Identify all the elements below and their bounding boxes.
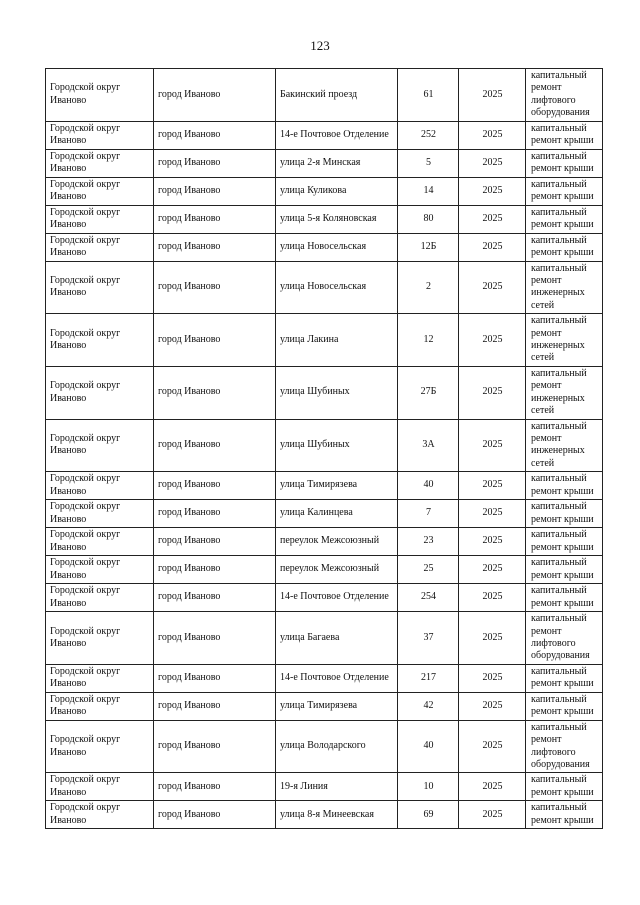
district-cell: Городской округ Иваново	[46, 664, 154, 692]
street-cell: улица 8-я Минеевская	[276, 801, 398, 829]
page-number: 123	[310, 38, 330, 53]
city-cell: город Иваново	[154, 664, 276, 692]
city-cell: город Иваново	[154, 773, 276, 801]
district-cell: Городской округ Иваново	[46, 528, 154, 556]
table-row	[46, 366, 603, 419]
work-type-cell: капитальный ремонт крыши	[526, 233, 603, 261]
city-cell: город Иваново	[154, 69, 276, 122]
table-row	[46, 801, 603, 829]
table-row	[46, 419, 603, 472]
city-cell: город Иваново	[154, 500, 276, 528]
table-row	[46, 233, 603, 261]
city-cell: город Иваново	[154, 584, 276, 612]
table-row	[46, 664, 603, 692]
street-cell: улица Куликова	[276, 177, 398, 205]
house-number-cell: 3А	[398, 419, 459, 472]
work-type-cell: капитальный ремонт крыши	[526, 773, 603, 801]
city-cell: город Иваново	[154, 233, 276, 261]
year-cell: 2025	[459, 121, 526, 149]
work-type-cell: капитальный ремонт крыши	[526, 149, 603, 177]
year-cell: 2025	[459, 205, 526, 233]
house-number-cell: 254	[398, 584, 459, 612]
year-cell: 2025	[459, 314, 526, 367]
city-cell: город Иваново	[154, 177, 276, 205]
work-type-cell: капитальный ремонт крыши	[526, 664, 603, 692]
district-cell: Городской округ Иваново	[46, 149, 154, 177]
year-cell: 2025	[459, 556, 526, 584]
district-cell: Городской округ Иваново	[46, 261, 154, 314]
city-cell: город Иваново	[154, 314, 276, 367]
street-cell: переулок Межсоюзный	[276, 556, 398, 584]
district-cell: Городской округ Иваново	[46, 419, 154, 472]
city-cell: город Иваново	[154, 612, 276, 665]
house-number-cell: 5	[398, 149, 459, 177]
district-cell: Городской округ Иваново	[46, 472, 154, 500]
house-number-cell: 42	[398, 692, 459, 720]
work-type-cell: капитальный ремонт крыши	[526, 584, 603, 612]
city-cell: город Иваново	[154, 261, 276, 314]
year-cell: 2025	[459, 366, 526, 419]
city-cell: город Иваново	[154, 720, 276, 773]
table-row	[46, 472, 603, 500]
table-row	[46, 720, 603, 773]
work-type-cell: капитальный ремонт крыши	[526, 177, 603, 205]
table-row	[46, 314, 603, 367]
year-cell: 2025	[459, 177, 526, 205]
house-number-cell: 12Б	[398, 233, 459, 261]
work-type-cell: капитальный ремонт инженерных сетей	[526, 261, 603, 314]
house-number-cell: 12	[398, 314, 459, 367]
street-cell: улица Тимирязева	[276, 472, 398, 500]
district-cell: Городской округ Иваново	[46, 314, 154, 367]
city-cell: город Иваново	[154, 121, 276, 149]
table-row	[46, 177, 603, 205]
district-cell: Городской округ Иваново	[46, 366, 154, 419]
work-type-cell: капитальный ремонт лифтового оборудования	[526, 69, 603, 122]
work-type-cell: капитальный ремонт лифтового оборудования	[526, 612, 603, 665]
street-cell: улица Шубиных	[276, 366, 398, 419]
table-body	[46, 69, 603, 829]
year-cell: 2025	[459, 773, 526, 801]
work-type-cell: капитальный ремонт крыши	[526, 692, 603, 720]
house-number-cell: 80	[398, 205, 459, 233]
year-cell: 2025	[459, 419, 526, 472]
city-cell: город Иваново	[154, 419, 276, 472]
house-number-cell: 40	[398, 720, 459, 773]
work-type-cell: капитальный ремонт крыши	[526, 556, 603, 584]
city-cell: город Иваново	[154, 149, 276, 177]
year-cell: 2025	[459, 584, 526, 612]
house-number-cell: 40	[398, 472, 459, 500]
year-cell: 2025	[459, 664, 526, 692]
work-type-cell: капитальный ремонт инженерных сетей	[526, 366, 603, 419]
repair-schedule-table	[45, 68, 603, 829]
year-cell: 2025	[459, 233, 526, 261]
table-row	[46, 528, 603, 556]
district-cell: Городской округ Иваново	[46, 692, 154, 720]
district-cell: Городской округ Иваново	[46, 233, 154, 261]
district-cell: Городской округ Иваново	[46, 801, 154, 829]
street-cell: улица Тимирязева	[276, 692, 398, 720]
work-type-cell: капитальный ремонт инженерных сетей	[526, 314, 603, 367]
district-cell: Городской округ Иваново	[46, 69, 154, 122]
district-cell: Городской округ Иваново	[46, 584, 154, 612]
year-cell: 2025	[459, 528, 526, 556]
street-cell: переулок Межсоюзный	[276, 528, 398, 556]
table-row	[46, 556, 603, 584]
district-cell: Городской округ Иваново	[46, 612, 154, 665]
table-row	[46, 584, 603, 612]
street-cell: 14-е Почтовое Отделение	[276, 664, 398, 692]
house-number-cell: 37	[398, 612, 459, 665]
district-cell: Городской округ Иваново	[46, 121, 154, 149]
table-row	[46, 69, 603, 122]
house-number-cell: 7	[398, 500, 459, 528]
city-cell: город Иваново	[154, 556, 276, 584]
table-row	[46, 500, 603, 528]
year-cell: 2025	[459, 149, 526, 177]
district-cell: Городской округ Иваново	[46, 177, 154, 205]
work-type-cell: капитальный ремонт крыши	[526, 472, 603, 500]
year-cell: 2025	[459, 500, 526, 528]
table-row	[46, 121, 603, 149]
house-number-cell: 252	[398, 121, 459, 149]
work-type-cell: капитальный ремонт крыши	[526, 528, 603, 556]
house-number-cell: 2	[398, 261, 459, 314]
district-cell: Городской округ Иваново	[46, 773, 154, 801]
street-cell: 14-е Почтовое Отделение	[276, 121, 398, 149]
year-cell: 2025	[459, 261, 526, 314]
house-number-cell: 69	[398, 801, 459, 829]
house-number-cell: 14	[398, 177, 459, 205]
district-cell: Городской округ Иваново	[46, 556, 154, 584]
city-cell: город Иваново	[154, 528, 276, 556]
city-cell: город Иваново	[154, 472, 276, 500]
year-cell: 2025	[459, 472, 526, 500]
district-cell: Городской округ Иваново	[46, 720, 154, 773]
work-type-cell: капитальный ремонт крыши	[526, 205, 603, 233]
table-row	[46, 773, 603, 801]
house-number-cell: 25	[398, 556, 459, 584]
work-type-cell: капитальный ремонт крыши	[526, 500, 603, 528]
year-cell: 2025	[459, 801, 526, 829]
district-cell: Городской округ Иваново	[46, 205, 154, 233]
street-cell: 19-я Линия	[276, 773, 398, 801]
city-cell: город Иваново	[154, 205, 276, 233]
year-cell: 2025	[459, 720, 526, 773]
street-cell: улица Калинцева	[276, 500, 398, 528]
street-cell: улица Багаева	[276, 612, 398, 665]
city-cell: город Иваново	[154, 692, 276, 720]
work-type-cell: капитальный ремонт крыши	[526, 121, 603, 149]
house-number-cell: 27Б	[398, 366, 459, 419]
year-cell: 2025	[459, 612, 526, 665]
street-cell: улица Лакина	[276, 314, 398, 367]
year-cell: 2025	[459, 692, 526, 720]
street-cell: улица Шубиных	[276, 419, 398, 472]
district-cell: Городской округ Иваново	[46, 500, 154, 528]
house-number-cell: 61	[398, 69, 459, 122]
city-cell: город Иваново	[154, 366, 276, 419]
street-cell: Бакинский проезд	[276, 69, 398, 122]
work-type-cell: капитальный ремонт инженерных сетей	[526, 419, 603, 472]
work-type-cell: капитальный ремонт крыши	[526, 801, 603, 829]
house-number-cell: 23	[398, 528, 459, 556]
table-row	[46, 205, 603, 233]
street-cell: улица 2-я Минская	[276, 149, 398, 177]
table-row	[46, 149, 603, 177]
table-row	[46, 692, 603, 720]
street-cell: 14-е Почтовое Отделение	[276, 584, 398, 612]
street-cell: улица Новосельская	[276, 233, 398, 261]
table-row	[46, 612, 603, 665]
house-number-cell: 217	[398, 664, 459, 692]
street-cell: улица Володарского	[276, 720, 398, 773]
house-number-cell: 10	[398, 773, 459, 801]
street-cell: улица Новосельская	[276, 261, 398, 314]
work-type-cell: капитальный ремонт лифтового оборудования	[526, 720, 603, 773]
street-cell: улица 5-я Коляновская	[276, 205, 398, 233]
year-cell: 2025	[459, 69, 526, 122]
city-cell: город Иваново	[154, 801, 276, 829]
table-row	[46, 261, 603, 314]
